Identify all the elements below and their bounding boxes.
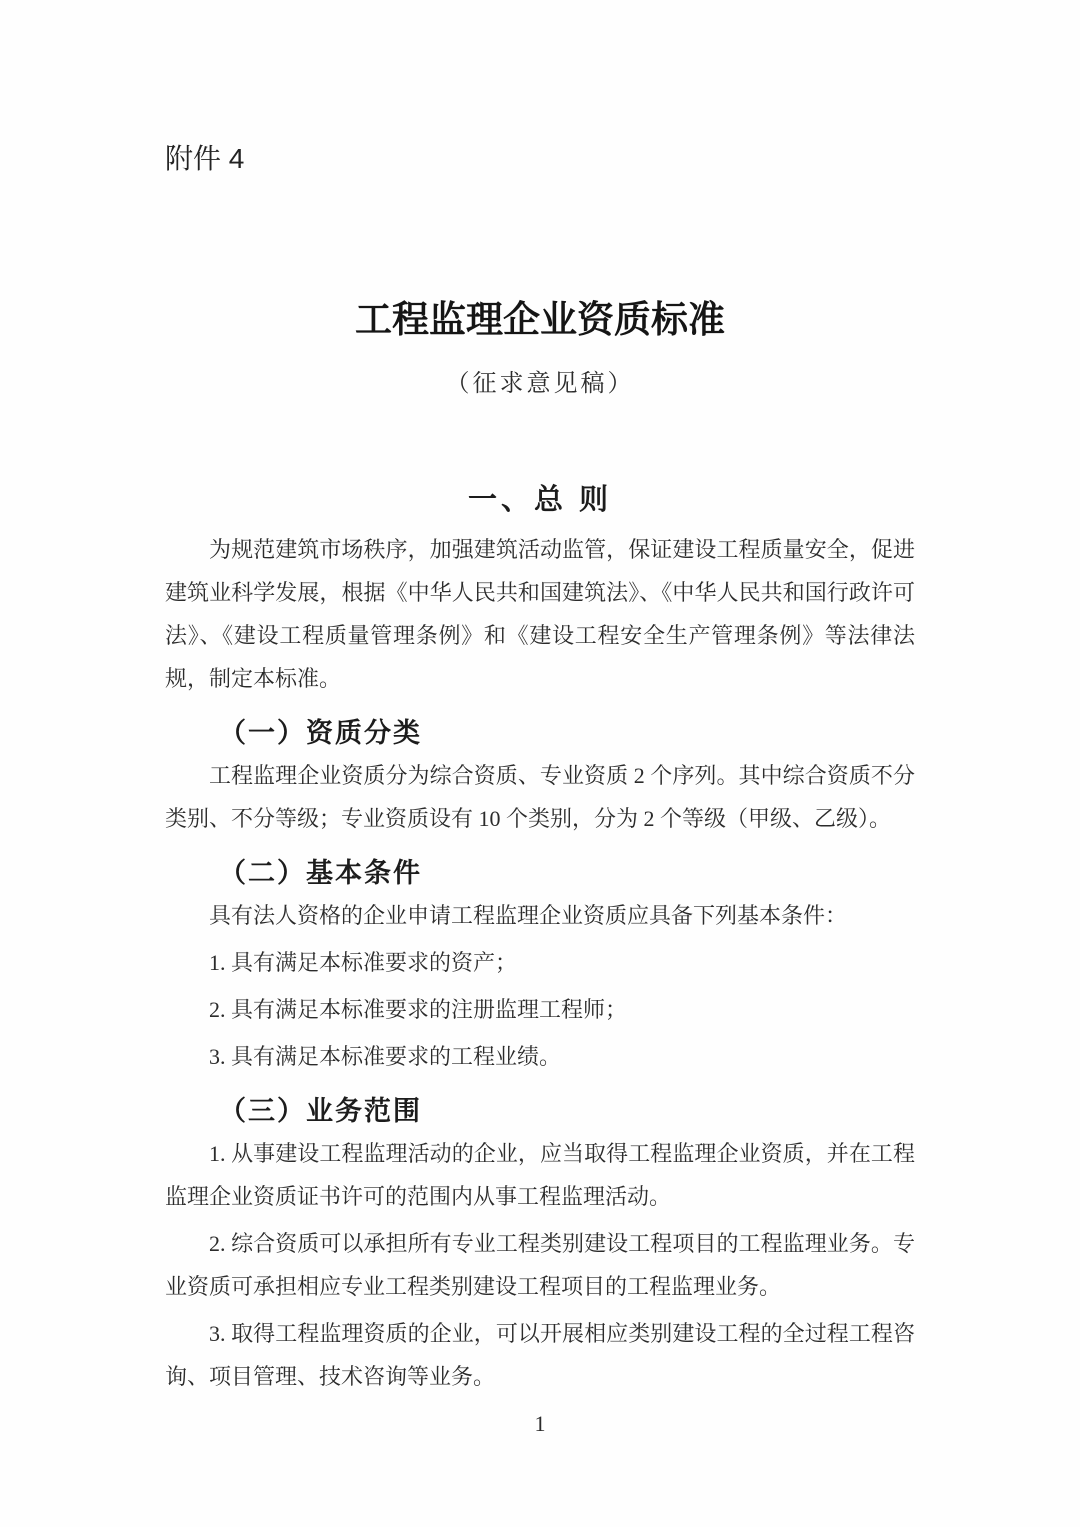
subsection-heading-1: （一）资质分类 [219, 718, 422, 748]
attachment-label: 附件 4 [165, 143, 245, 174]
list-item: 2. 具有满足本标准要求的注册监理工程师； [209, 997, 628, 1022]
page-number: 1 [534, 1411, 546, 1436]
intro-paragraph: 为规范建筑市场秩序，加强建筑活动监管，保证建设工程质量安全，促进建筑业科学发展，根据《中华人民共和国建筑法》、《中华人民共和国行政许可法》、《建设工程质量管理条例》和《建设工程安全生产管理条例》等法律法规，制定本标准。 [165, 537, 915, 691]
chapter-heading: 一、总 则 [467, 484, 613, 516]
subsection-business-scope [165, 1094, 915, 1398]
list-item: 3. 具有满足本标准要求的工程业绩。 [209, 1044, 562, 1069]
paragraph: 工程监理企业资质分为综合资质、专业资质 2 个序列。其中综合资质不分类别、不分等级；专业资质设有 10 个类别，分为 2 个等级（甲级、乙级）。 [165, 763, 915, 831]
paragraph: 具有法人资格的企业申请工程监理企业资质应具备下列基本条件： [209, 903, 848, 928]
list-item: 3. 取得工程监理资质的企业，可以开展相应类别建设工程的全过程工程咨询、项目管理、技术咨询等业务。 [165, 1321, 915, 1389]
list-item: 1. 具有满足本标准要求的资产； [209, 950, 518, 975]
document-content [0, 142, 1080, 1398]
subsection-basic-conditions [165, 856, 915, 1078]
subsection-heading-3: （三）业务范围 [219, 1096, 422, 1126]
list-item: 2. 综合资质可以承担所有专业工程类别建设工程项目的工程监理业务。专业资质可承担相应专业工程类别建设工程项目的工程监理业务。 [165, 1231, 915, 1299]
list-item: 1. 从事建设工程监理活动的企业，应当取得工程监理企业资质，并在工程监理企业资质证书许可的范围内从事工程监理活动。 [165, 1141, 915, 1209]
subsection-qualification-classes [165, 716, 915, 840]
subsection-heading-2: （二）基本条件 [219, 858, 422, 888]
document-title: 工程监理企业资质标准 [355, 300, 725, 341]
document-subtitle: （征求意见稿） [445, 371, 635, 397]
